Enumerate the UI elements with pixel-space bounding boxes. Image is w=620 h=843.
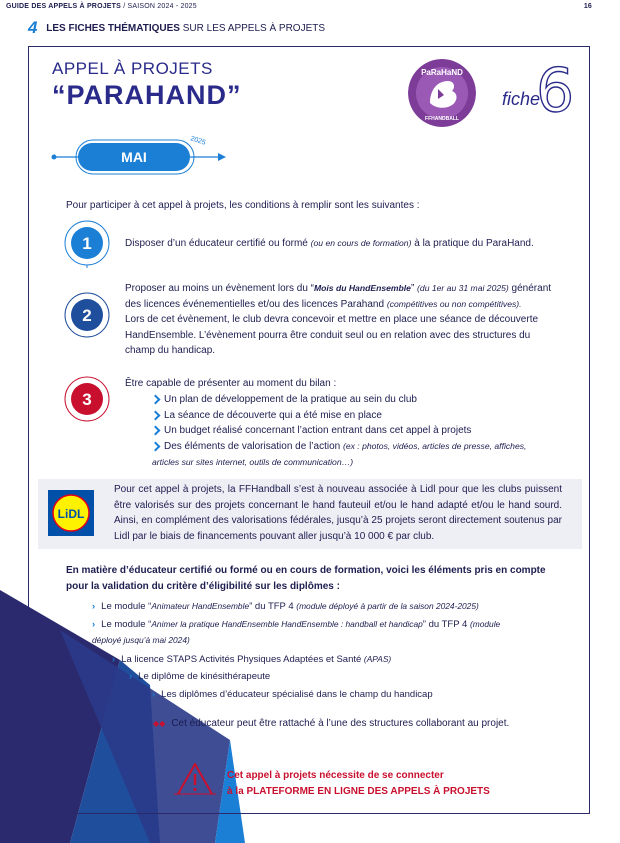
- month-pill: MAI: [78, 143, 190, 171]
- warning-icon: [174, 760, 216, 798]
- criteria-item-2: › Le module “Animer la pratique HandEnsemble HandEnsemble : handball et handicap” du TFP 4 (module: [92, 619, 501, 630]
- criteria-item-3: › La licence STAPS Activités Physiques Adaptées et Santé (APAS): [112, 654, 392, 665]
- month-year: 2025: [189, 135, 207, 147]
- condition-1-badge: [62, 218, 112, 268]
- logo-top-text: PaRaHaND: [421, 68, 463, 77]
- chevron-right-icon: ›: [92, 601, 96, 612]
- list-item: Des éléments de valorisation de l’action (ex : photos, vidéos, articles de presse, affiches,: [150, 439, 560, 455]
- condition-2-text: Proposer au moins un évènement lors du “Mois du HandEnsemble” (du 1er au 31 mai 2025) générant des licences événementielles et/ou des licences Parahand (compétitives ou non compétitives). Lors de cet évènement, le club devra concevoir et mettre en place une séance de découverte HandEnsemble. L’évènement pourra être conduit seul ou en relation avec des structures du champ du handicap.: [125, 283, 552, 357]
- page-title-line1: APPEL À PROJETS: [52, 59, 213, 78]
- section-heading: [28, 18, 325, 38]
- condition-3-list-continuation: articles sur sites internet, outils de communication…): [152, 457, 354, 467]
- condition-1-text: Disposer d’un éducateur certifié ou formé (ou en cours de formation) à la pratique du ParaHand.: [125, 238, 534, 249]
- intro-text: Pour participer à cet appel à projets, les conditions à remplir sont les suivantes :: [66, 200, 420, 211]
- section-title-bold: LES FICHES THÉMATIQUES: [46, 23, 180, 34]
- condition-2-number: 2: [82, 306, 92, 325]
- criteria-item-2-continuation: déployé jusqu’à mai 2024): [92, 635, 190, 645]
- list-item: La séance de découverte qui a été mise en place: [150, 408, 560, 424]
- condition-2-badge: [62, 290, 112, 340]
- season-label: SAISON 2024 - 2025: [127, 3, 197, 10]
- running-header: [6, 3, 592, 10]
- condition-1-number: 1: [82, 234, 92, 253]
- chevron-right-icon: ›: [152, 689, 156, 700]
- chevron-right-icon: ›: [112, 654, 116, 665]
- list-item: Un plan de développement de la pratique au sein du club: [150, 392, 560, 408]
- criteria-item-1: › Le module “Animateur HandEnsemble” du TFP 4 (module déployé à partir de la saison 2024-2025): [92, 601, 479, 612]
- lidl-text: Pour cet appel à projets, la FFHandball s’est à nouveau associée à Lidl pour que les clubs puissent être valorisés sur des projets concernant le hand fauteuil et/ou le hand adapté et/ou le hand sourd. Ainsi, en complément des valorisations fédérales, jusqu’à 25 projets seront directement soutenus par Lidl par le biais de financements pouvant aller jusqu’à 10 000 € par club.: [114, 484, 562, 542]
- fiche-number: 6: [536, 56, 575, 126]
- section-number: 4: [28, 18, 38, 37]
- criteria-intro: En matière d’éducateur certifié ou formé ou en cours de formation, voici les éléments pris en compte pour la validation du critère d’éligibilité sur les diplômes :: [66, 565, 546, 592]
- section-title-rest: SUR LES APPELS À PROJETS: [182, 23, 326, 34]
- chevron-right-icon: ›: [129, 671, 133, 682]
- header-separator: /: [123, 3, 126, 10]
- criteria-item-5: › Les diplômes d’éducateur spécialisé dans le champ du handicap: [152, 689, 433, 700]
- condition-3-list: [150, 392, 560, 454]
- guide-title: GUIDE DES APPELS À PROJETS: [6, 3, 122, 10]
- criteria-item-4: › Le diplôme de kinésithérapeute: [129, 671, 271, 682]
- chevron-right-icon: ›: [92, 619, 96, 630]
- diamond-bullet-icon: ◆◆: [153, 719, 166, 728]
- condition-3-badge: [62, 374, 112, 424]
- page-number: 16: [583, 3, 592, 10]
- list-item: Un budget réalisé concernant l’action entrant dans cet appel à projets: [150, 423, 560, 439]
- condition-3-number: 3: [82, 390, 92, 409]
- educator-note: ◆◆ Cet éducateur peut être rattaché à l’une des structures collaborant au projet.: [153, 718, 510, 729]
- lidl-logo-text: LiDL: [57, 507, 85, 521]
- condition-3-text: Être capable de présenter au moment du bilan :: [125, 378, 337, 389]
- logo-bottom-text: FFHANDBALL: [425, 116, 459, 122]
- page-title-line2: “PARAHAND”: [52, 80, 242, 110]
- lidl-logo: [48, 490, 94, 536]
- fiche-label: fiche: [502, 89, 541, 109]
- parahand-logo: [408, 59, 476, 127]
- platform-warning: Cet appel à projets nécessite de se connecter à la PLATEFORME EN LIGNE DES APPELS À PROJETS: [227, 770, 490, 797]
